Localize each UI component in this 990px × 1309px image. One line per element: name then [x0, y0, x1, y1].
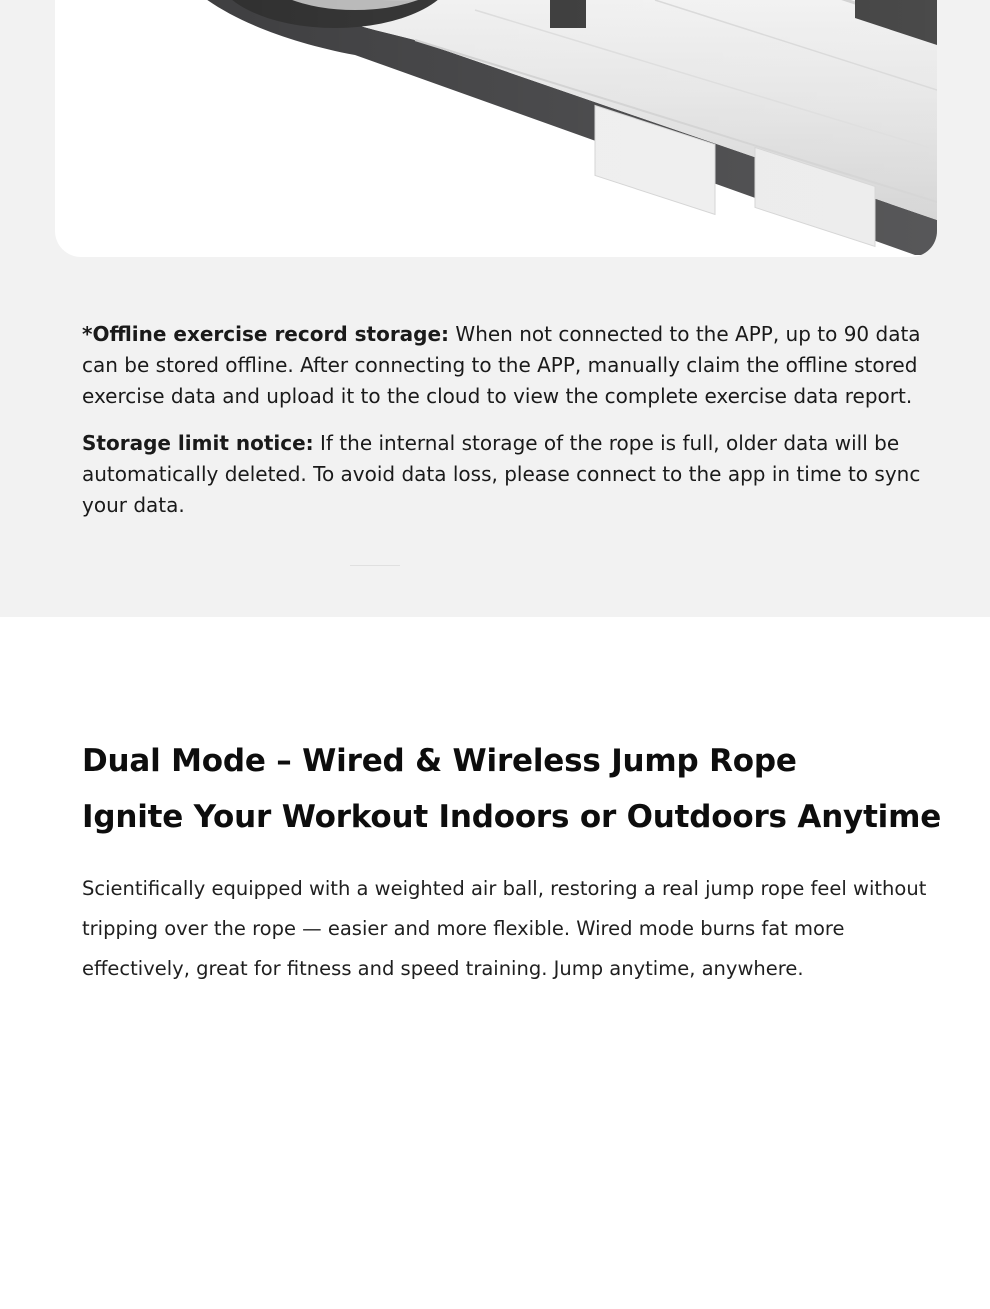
storage-notes [82, 319, 922, 537]
divider [350, 565, 400, 566]
storage-limit-note [82, 428, 922, 521]
offline-storage-note [82, 319, 922, 412]
storage-info-section [0, 0, 990, 617]
feature-description: Scientifically equipped with a weighted air ball, restoring a real jump rope feel without tripping over the rope — easier and more flexible. Wired mode burns fat more effectively, great for fitness and speed training. Jump anytime, anywhere. [82, 877, 927, 980]
offline-storage-text: When not connected to the APP, up to 90 data can be stored offline. After connecting to the APP, manually claim the offline stored exercise data and upload it to the cloud to view the complete exercise data report. [82, 322, 921, 408]
section-headline [82, 733, 942, 845]
product-image-card [55, 0, 937, 257]
jump-rope-handle-illustration [55, 0, 937, 257]
offline-storage-label: *Offline exercise record storage: [82, 322, 450, 346]
headline-line-1: Dual Mode – Wired & Wireless Jump Rope [82, 743, 797, 779]
storage-limit-label: Storage limit notice: [82, 431, 314, 455]
storage-limit-text: If the internal storage of the rope is full, older data will be automatically deleted. To avoid data loss, please connect to the app in time to sync your data. [82, 431, 921, 517]
headline-line-2: Ignite Your Workout Indoors or Outdoors Anytime [82, 799, 942, 835]
